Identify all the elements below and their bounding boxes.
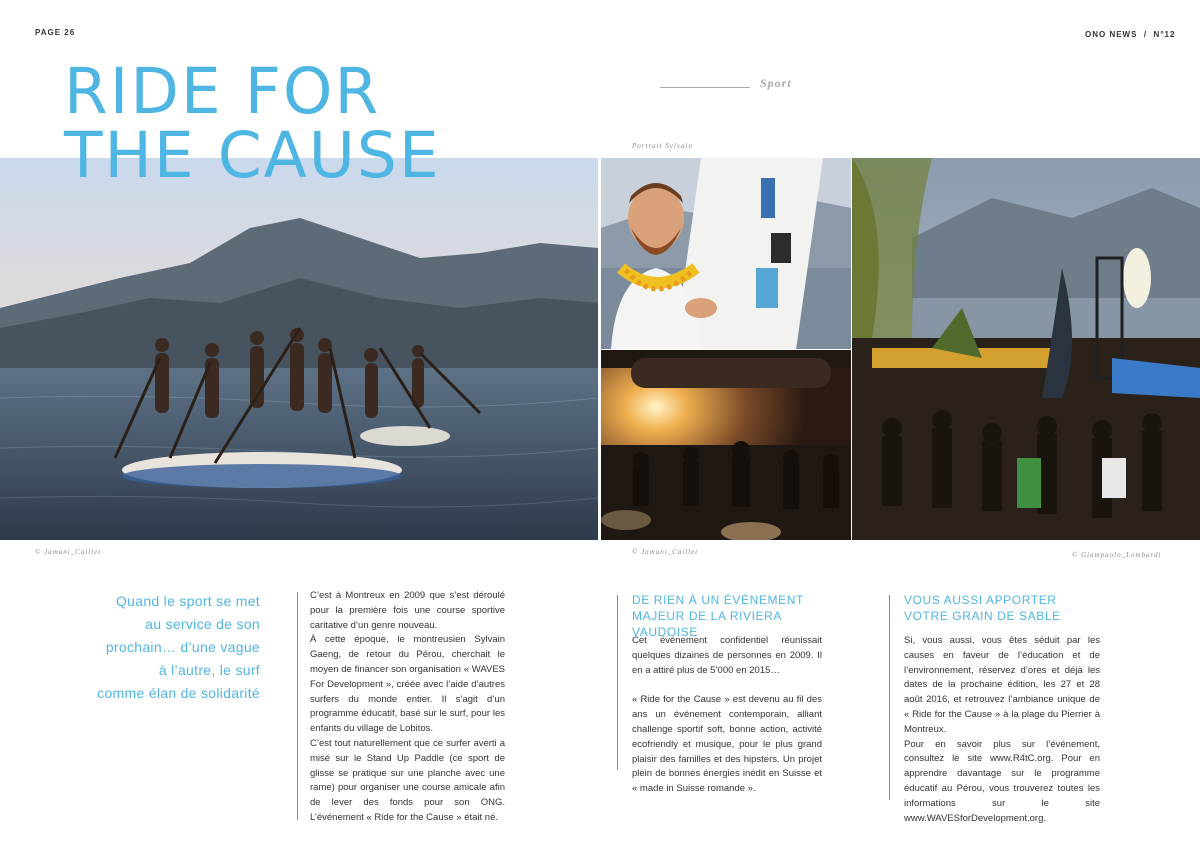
column2-heading: DE RIEN À UN ÉVÉNEMENT MAJEUR DE LA RIVIERA VAUDOISE [632,593,804,639]
column3-paragraph-1: Si, vous aussi, vous êtes séduit par les causes en faveur de l’éducation et de l’environnement, réservez d’ores et déjà les dates de la prochaine édition, les 27 et 28 août 2016, et retrouvez l’ambiance unique de « Ride for the Cause » à la plage du Pierrier à Montreux. [904,635,1100,735]
intro-line-5: comme élan de solidarité [97,685,260,701]
article-column-2 [632,634,822,797]
article-column-3 [904,634,1100,826]
section-tag: Sport [760,76,792,90]
intro-line-1: Quand le sport se met [115,593,260,609]
intro-line-3: prochain… d’une vague [105,639,260,655]
intro-line-2: au service de son [145,616,260,632]
intro-line-4: à l’autre, le surf [158,662,260,678]
column1-paragraph-1: C’est à Montreux en 2009 que s’est déroulé pour la première fois une course sportive caritative d’un genre nouveau. [310,590,505,631]
title-line-1: RIDE FOR [64,55,381,128]
column-divider-3 [889,595,890,800]
sunset-photo [601,350,851,540]
title-line-2: THE CAUSE [64,119,441,192]
section-rule [660,87,750,88]
festival-photo [852,158,1200,540]
portrait-label: Portrait Sylvain [632,142,693,150]
column3-heading: VOUS AUSSI APPORTER VOTRE GRAIN DE SABLE [904,593,1061,623]
page-number: PAGE 26 [35,28,76,37]
paddleboard-photo [0,158,598,540]
article-title [64,55,441,192]
column3-paragraph-2: Pour en savoir plus sur l’événement, consultez le site www.R4tC.org. Pour en apprendre davantage sur le programme éducatif au Pérou, vous trouverez toutes les informations sur le site www.WAVESforDevelopment.org. [904,738,1100,824]
column-divider-2 [617,595,618,770]
column2-paragraph-2: « Ride for the Cause » est devenu au fil des ans un événement contemporain, alliant challenge sportif soft, bonne action, activité ecofriendly et musique, pour le plus grand plaisir des familles et des hipsters. Un projet plein de bonnes énergies inédit en Suisse et « made in Suisse romande ». [632,694,822,795]
sunset-photo-credit: © Jamani_Caillet [632,548,699,556]
column1-paragraph-2: À cette époque, le montreusien Sylvain Gaeng, de retour du Pérou, cherchait le moyen de financer son organisation « WAVES For Development », créée avec l’aide d’autres surfers du monde entier. Il s’agit d’un programme éducatif, basé sur le surf, pour les enfants du village de Lobitos. [310,634,505,735]
column1-paragraph-3: C’est tout naturellement que ce surfer averti a misé sur le Stand Up Paddle (ce sport de glisse se pratique sur une planche avec une rame) pour organiser une course amicale afin de lever des fonds pour son ONG. L’événement « Ride for the Cause » était né. [310,737,505,823]
magazine-issue: ONO NEWS / N°12 [1085,30,1176,39]
article-column-1 [310,589,505,826]
festival-photo-credit: © Giampaolo_Lombardi [1072,551,1162,559]
intro-text [40,590,260,705]
column2-paragraph-1: Cet événement confidentiel réunissait quelques dizaines de personnes en 2009. Il en a attiré plus de 5’000 en 2015… [632,635,822,676]
main-photo-credit: © Jamani_Caillet [35,548,102,556]
column-divider-1 [297,592,298,820]
portrait-photo [601,158,851,349]
